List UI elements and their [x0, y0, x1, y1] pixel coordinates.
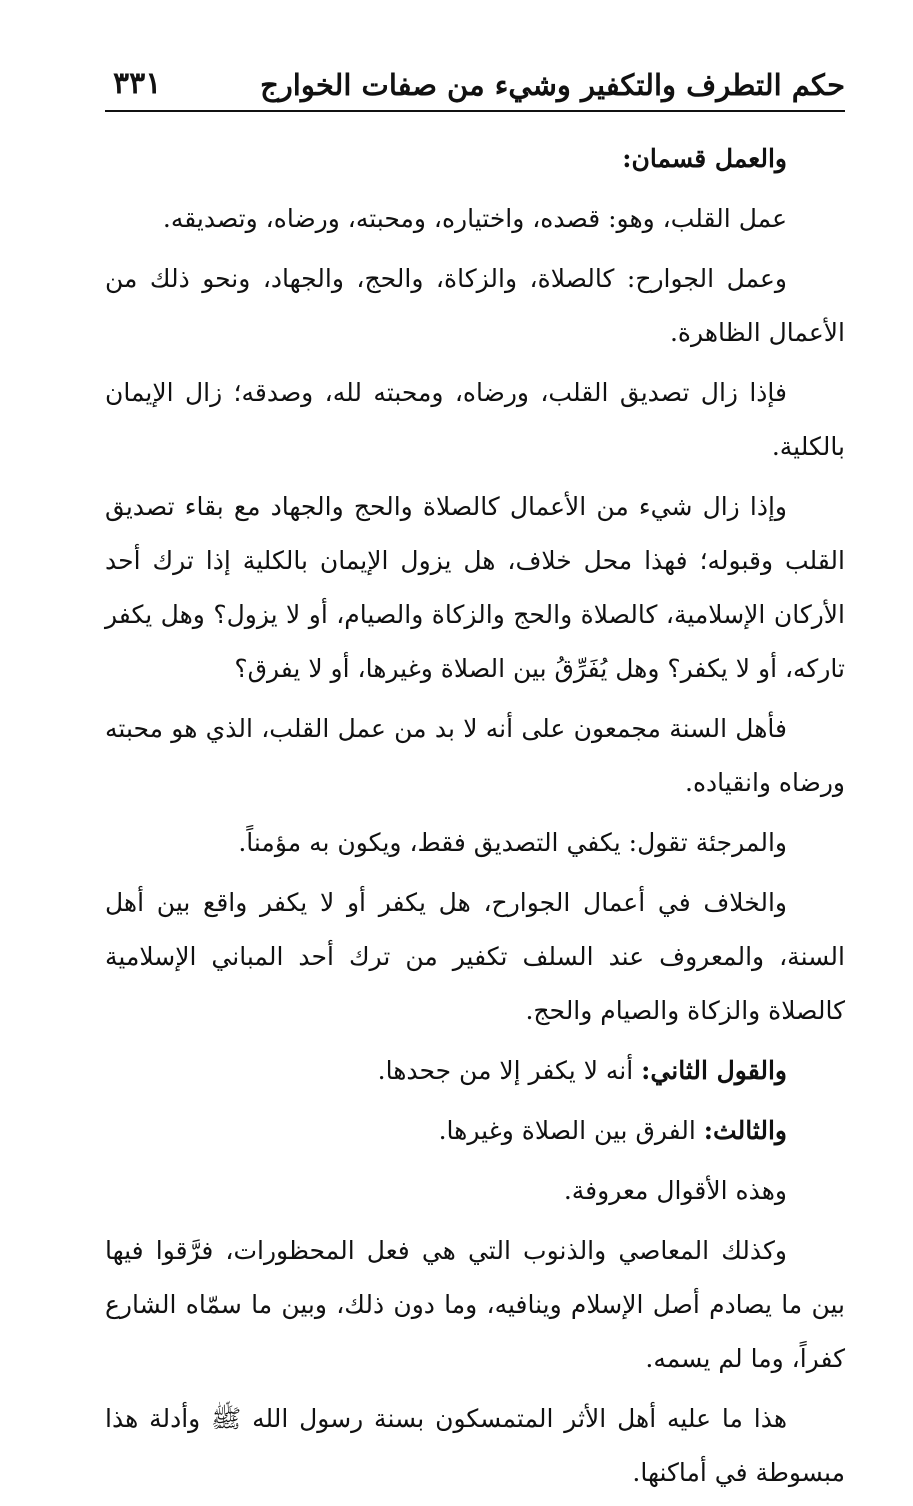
paragraph: والمرجئة تقول: يكفي التصديق فقط، ويكون به مؤمناً. — [238, 828, 787, 857]
paragraph-lead: والقول الثاني: — [641, 1056, 787, 1085]
paragraph: والعمل قسمان: — [622, 144, 787, 173]
paragraph: وإذا زال شيء من الأعمال كالصلاة والحج والجهاد مع بقاء تصديق القلب وقبوله؛ فهذا محل خلاف، هل يزول الإيمان بالكلية إذا ترك أحد الأركان الإسلامية، كالصلاة والحج والزكاة والصيام، أو لا يزول؟ وهل يكفر تاركه، أو لا يكفر؟ وهل يُفَرِّقُ بين الصلاة وغيرها، أو لا يفرق؟ — [105, 492, 845, 683]
paragraph: عمل القلب، وهو: قصده، واختياره، ومحبته، ورضاه، وتصديقه. — [162, 204, 787, 233]
paragraph: فأهل السنة مجمعون على أنه لا بد من عمل القلب، الذي هو محبته ورضاه وانقياده. — [105, 714, 845, 797]
paragraph: والقول الثاني: أنه لا يكفر إلا من جحدها. — [377, 1056, 787, 1085]
header-title: حكم التطرف والتكفير وشيء من صفات الخوارج — [260, 68, 845, 102]
page-number: ٣٣١ — [113, 66, 162, 101]
running-header — [105, 58, 845, 112]
paragraph: والخلاف في أعمال الجوارح، هل يكفر أو لا يكفر واقع بين أهل السنة، والمعروف عند السلف تكفير من ترك أحد المباني الإسلامية كالصلاة والزكاة والصيام والحج. — [105, 888, 845, 1025]
paragraph: هذا ما عليه أهل الأثر المتمسكون بسنة رسول الله ﷺ وأدلة هذا مبسوطة في أماكنها. — [105, 1404, 845, 1487]
paragraph: وعمل الجوارح: كالصلاة، والزكاة، والحج، والجهاد، ونحو ذلك من الأعمال الظاهرة. — [105, 264, 845, 347]
body-text — [105, 132, 845, 1506]
paragraph: وهذه الأقوال معروفة. — [563, 1176, 787, 1205]
paragraph-lead: والثالث: — [703, 1116, 787, 1145]
paragraph: والثالث: الفرق بين الصلاة وغيرها. — [438, 1116, 787, 1145]
paragraph: وكذلك المعاصي والذنوب التي هي فعل المحظورات، فرَّقوا فيها بين ما يصادم أصل الإسلام وينافيه، وما دون ذلك، وبين ما سمّاه الشارع كفراً، وما لم يسمه. — [105, 1236, 845, 1373]
paragraph: فإذا زال تصديق القلب، ورضاه، ومحبته لله، وصدقه؛ زال الإيمان بالكلية. — [105, 378, 845, 461]
